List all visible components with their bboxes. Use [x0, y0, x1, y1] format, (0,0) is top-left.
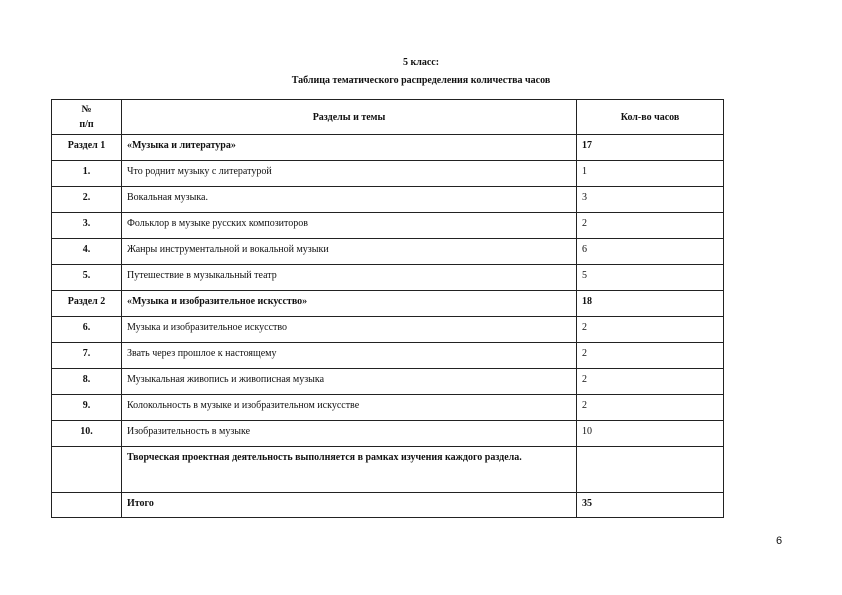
row-number: [52, 447, 122, 493]
row-topic: Изобразительность в музыке: [122, 421, 577, 447]
table-row: [52, 369, 724, 395]
header-number-symbol: №: [81, 104, 92, 115]
row-hours: 35: [577, 493, 724, 518]
row-hours: 2: [577, 395, 724, 421]
row-number: 7.: [52, 343, 122, 369]
row-number: 3.: [52, 213, 122, 239]
row-topic: Что роднит музыку с литературой: [122, 161, 577, 187]
header-hours-cell: Кол-во часов: [577, 100, 724, 135]
row-topic: «Музыка и изобразительное искусство»: [122, 291, 577, 317]
row-hours: 2: [577, 369, 724, 395]
header-topics-cell: Разделы и темы: [122, 100, 577, 135]
row-number: 10.: [52, 421, 122, 447]
hours-distribution-table: [51, 99, 724, 518]
table-header-row: [52, 100, 724, 135]
row-hours: 5: [577, 265, 724, 291]
row-hours: 2: [577, 343, 724, 369]
row-hours: 17: [577, 135, 724, 161]
row-number: 4.: [52, 239, 122, 265]
row-number: 2.: [52, 187, 122, 213]
row-number: 8.: [52, 369, 122, 395]
row-topic: Фольклор в музыке русских композиторов: [122, 213, 577, 239]
row-number: 5.: [52, 265, 122, 291]
table-row-total: [52, 493, 724, 518]
table-row: [52, 135, 724, 161]
row-hours: 6: [577, 239, 724, 265]
document-title-line1: 5 класс:: [402, 57, 440, 68]
row-number: 6.: [52, 317, 122, 343]
document-title-line2: Таблица тематического распределения количества часов: [291, 75, 551, 86]
table-row: [52, 317, 724, 343]
row-topic: Вокальная музыка.: [122, 187, 577, 213]
header-number-cell: [52, 100, 122, 135]
row-number: 1.: [52, 161, 122, 187]
row-topic: Музыка и изобразительное искусство: [122, 317, 577, 343]
row-hours: 18: [577, 291, 724, 317]
row-hours: 10: [577, 421, 724, 447]
row-topic: Итого: [122, 493, 577, 518]
table-row: [52, 239, 724, 265]
page-number: 6: [776, 535, 783, 547]
table-row: [52, 161, 724, 187]
row-number: Раздел 2: [52, 291, 122, 317]
table-row: [52, 265, 724, 291]
table-row: [52, 187, 724, 213]
table-row: [52, 343, 724, 369]
header-number-abbrev: п/п: [79, 119, 94, 130]
table-row: [52, 291, 724, 317]
table-row: [52, 421, 724, 447]
row-topic: Творческая проектная деятельность выполняется в рамках изучения каждого раздела.: [122, 447, 577, 493]
table-row: [52, 395, 724, 421]
row-hours: 3: [577, 187, 724, 213]
row-hours: 1: [577, 161, 724, 187]
row-hours: 2: [577, 317, 724, 343]
table-row: [52, 447, 724, 493]
row-number: 9.: [52, 395, 122, 421]
row-hours: 2: [577, 213, 724, 239]
row-topic: Звать через прошлое к настоящему: [122, 343, 577, 369]
row-hours: [577, 447, 724, 493]
row-number: [52, 493, 122, 518]
table-row: [52, 213, 724, 239]
row-number: Раздел 1: [52, 135, 122, 161]
row-topic: «Музыка и литература»: [122, 135, 577, 161]
row-topic: Музыкальная живопись и живописная музыка: [122, 369, 577, 395]
row-topic: Жанры инструментальной и вокальной музыки: [122, 239, 577, 265]
row-topic: Колокольность в музыке и изобразительном искусстве: [122, 395, 577, 421]
row-topic: Путешествие в музыкальный театр: [122, 265, 577, 291]
